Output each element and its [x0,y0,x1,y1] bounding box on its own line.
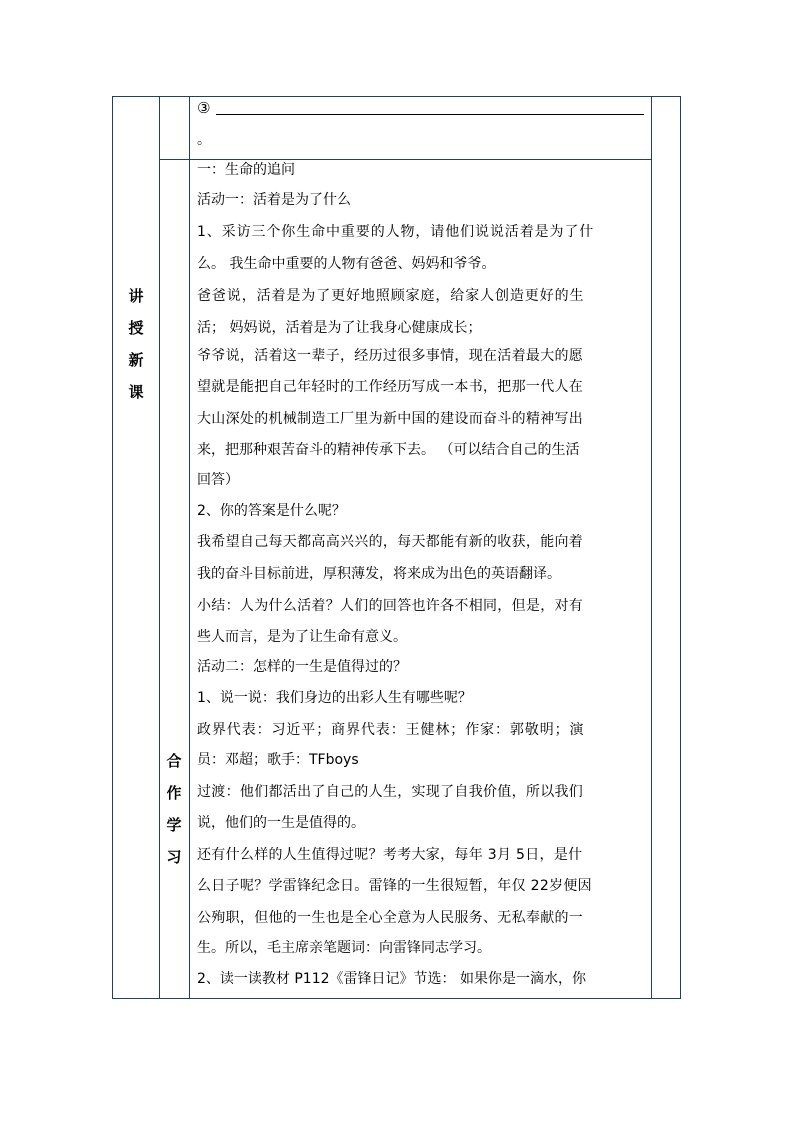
section-label-char: 作 [166,784,182,802]
table-top-border [112,96,681,97]
content-line: 过渡：他们都活出了自己的人生，实现了自我价值，所以我们 [197,784,584,800]
content-line: 1、采访三个你生命中重要的人物，请他们说说活着是为了什 [197,224,595,240]
fill-in-blank-line [216,114,644,115]
content-line: 么。 我生命中重要的人物有爸爸、妈妈和爷爷。 [197,256,496,272]
section-label-char: 习 [166,848,182,866]
section-label-char: 新 [128,351,144,369]
content-line: 小结：人为什么活着？人们的回答也许各不相同，但是，对有 [197,598,584,614]
table-right-border [680,96,681,999]
content-line: 么日子呢？学雷锋纪念日。雷锋的一生很短暂，年仅 22岁便因 [197,878,592,894]
content-line: 回答） [197,472,239,488]
content-line: 我的奋斗目标前进，厚积薄发，将来成为出色的英语翻译。 [197,566,561,582]
column-divider-1 [159,96,160,999]
section-label-char: 授 [128,319,144,337]
content-line: 活； 妈妈说，活着是为了让我身心健康成长； [197,320,482,336]
content-line: 公殉职，但他的一生也是全心全意为人民服务、无私奉献的一 [197,910,584,926]
content-line: 一：生命的追问 [197,162,295,178]
section-label-char: 讲 [128,287,144,305]
section-label-char: 合 [166,752,182,770]
blank-marker: ③ [197,99,211,117]
table-left-border [112,96,113,999]
content-line: 些人而言，是为了让生命有意义。 [197,629,407,645]
content-line: 活动一：活着是为了什么 [197,192,351,208]
content-line: 大山深处的机械制造工厂里为新中国的建设而奋斗的精神写出 [197,411,584,427]
section-label-cooperative [161,745,187,873]
column-divider-3 [651,96,652,999]
section-label-char: 学 [166,816,182,834]
table-bottom-border [112,998,681,999]
content-line: 爷爷说，活着这一辈子，经历过很多事情，现在活着最大的愿 [197,348,584,364]
content-line: 爸爸说，活着是为了更好地照顾家庭，给家人创造更好的生 [197,288,585,304]
content-line: 说，他们的一生是值得的。 [197,815,365,831]
content-line: 生。所以，毛主席亲笔题词：向雷锋同志学习。 [197,940,491,956]
content-line: 活动二：怎样的一生是值得过的？ [197,659,407,675]
section-label-lecture [123,280,149,408]
column-divider-2 [189,96,190,999]
content-line: 来，把那种艰苦奋斗的精神传承下去。 （可以结合自己的生活 [197,442,580,458]
content-line: 2、读一读教材 P112《雷锋日记》节选： 如果你是一滴水，你 [197,971,586,987]
content-line: 1、说一说：我们身边的出彩人生有哪些呢？ [197,690,472,706]
content-line: 2、你的答案是什么呢？ [197,503,346,519]
section-label-char: 课 [128,383,144,401]
content-line: 还有什么样的人生值得过呢？考考大家，每年 3月 5日，是什 [197,847,583,863]
content-line: 员：邓超；歌手：TFboys [197,752,359,768]
content-line: 我希望自己每天都高高兴兴的，每天都能有新的收获，能向着 [197,534,584,550]
content-line: 望就是能把自己年轻时的工作经历写成一本书，把那一代人在 [197,379,584,395]
blank-end-mark: 。 [197,132,211,148]
content-line: 政界代表：习近平；商界代表：王健林；作家：郭敬明；演 [197,722,585,738]
